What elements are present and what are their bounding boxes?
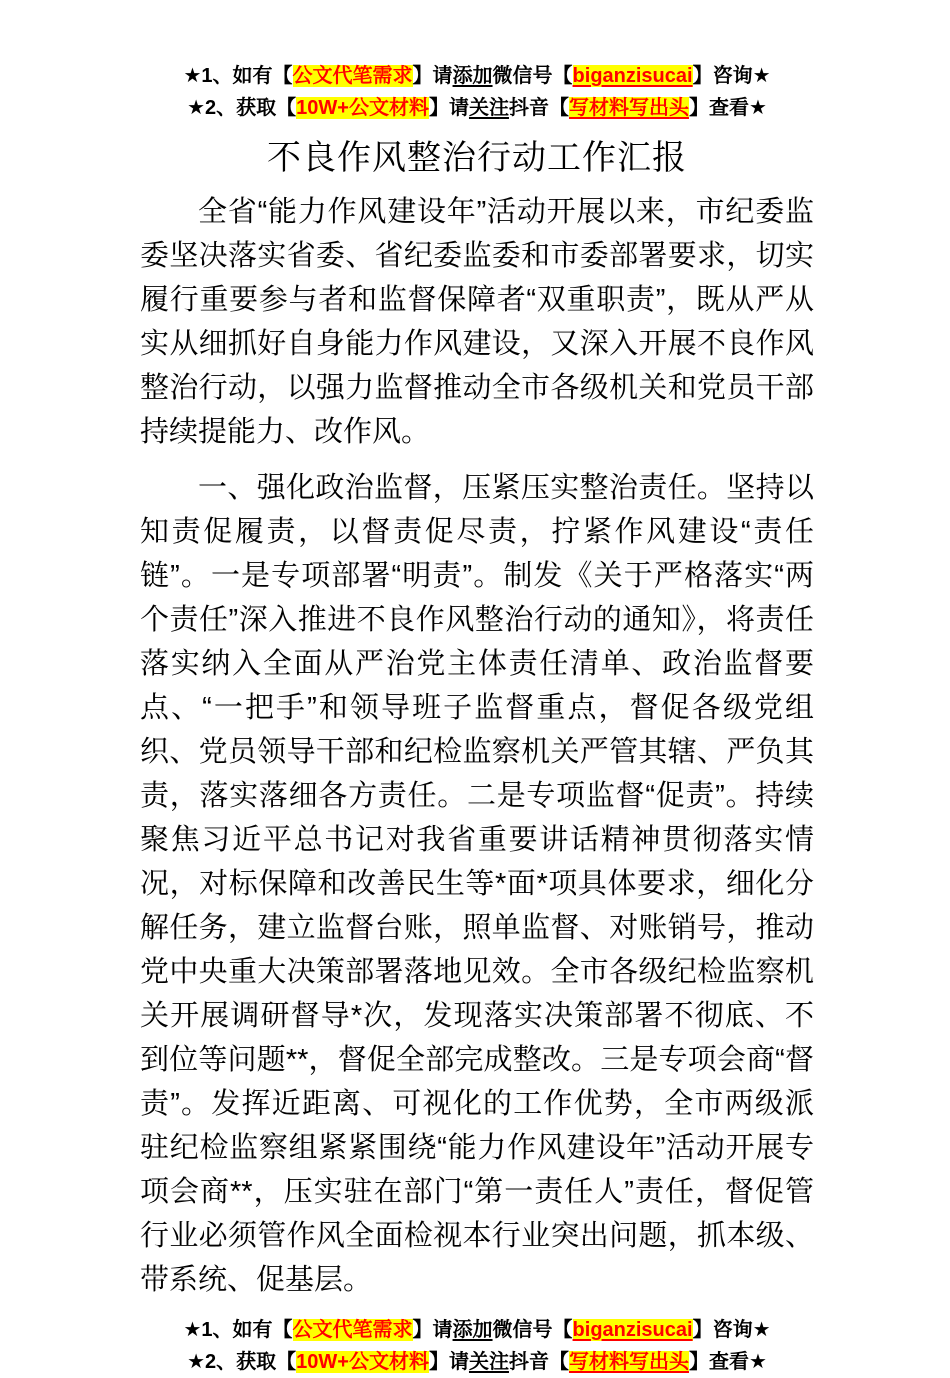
promo-segment: 抖音【 <box>508 97 569 119</box>
promo-line <box>100 60 854 92</box>
promo-segment: 微信号【 <box>492 65 573 87</box>
promo-segment: ★2、获取【 <box>187 97 297 119</box>
promo-segment: 抖音【 <box>508 1351 569 1373</box>
promo-segment: 】请 <box>428 1351 469 1373</box>
paragraph: 一、强化政治监督，压紧压实整治责任。坚持以知责促履责，以督责促尽责，拧紧作风建设“责任链”。一是专项部署“明责”。制发《关于严格落实“两个责任”深入推进不良作风整治行动的通知》，将责任落实纳入全面从严治党主体责任清单、政治监督要点、“一把手”和领导班子监督重点，督促各级党组织、党员领导干部和纪检监察机关严管其辖、严负其责，落实落细各方责任。二是专项监督“促责”。持续聚焦习近平总书记对我省重要讲话精神贯彻落实情况，对标保障和改善民生等*面*项具体要求，细化分解任务，建立监督台账，照单监督、对账销号，推动党中央重大决策部署落地见效。全市各级纪检监察机关开展调研督导*次，发现落实决策部署不彻底、不到位等问题**，督促全部完成整改。三是专项会商“督责”。发挥近距离、可视化的工作优势，全市两级派驻纪检监察组紧紧围绕“能力作风建设年”活动开展专项会商**，压实驻在部门“第一责任人”责任，督促管行业必须管作风全面检视本行业突出问题，抓本级、带系统、促基层。 <box>140 472 814 1296</box>
promo-segment: 写材料写出头 <box>568 97 689 119</box>
promo-segment: 微信号【 <box>492 1319 573 1341</box>
promo-segment: 】请 <box>412 65 453 87</box>
promo-segment: 公文代笔需求 <box>292 1319 413 1341</box>
document-body <box>140 190 814 1302</box>
promo-segment: biganzisucai <box>572 1319 693 1341</box>
promo-segment: 关注 <box>468 97 509 119</box>
promo-segment: 】咨询★ <box>692 1319 771 1341</box>
promo-line <box>100 1346 854 1378</box>
promo-line <box>100 1314 854 1346</box>
promo-segment: 】咨询★ <box>692 65 771 87</box>
promo-segment: 关注 <box>468 1351 509 1373</box>
promo-segment: ★1、如有【 <box>183 1319 293 1341</box>
promo-line <box>100 92 854 124</box>
promo-segment: 添加 <box>452 1319 493 1341</box>
paragraph: 全省“能力作风建设年”活动开展以来，市纪委监委坚决落实省委、省纪委监委和市委部署要求，切实履行重要参与者和监督保障者“双重职责”，既从严从实从细抓好自身能力作风建设，又深入开展不良作风整治行动，以强力监督推动全市各级机关和党员干部持续提能力、改作风。 <box>140 196 814 448</box>
promo-segment: 10W+公文材料 <box>296 1351 429 1373</box>
promo-segment: ★2、获取【 <box>187 1351 297 1373</box>
document-title: 不良作风整治行动工作汇报 <box>267 139 687 177</box>
promo-segment: 写材料写出头 <box>568 1351 689 1373</box>
promo-segment: 】查看★ <box>688 97 767 119</box>
header-promo <box>100 60 854 124</box>
promo-segment: 10W+公文材料 <box>296 97 429 119</box>
footer-promo <box>100 1314 854 1378</box>
promo-segment: 】查看★ <box>688 1351 767 1373</box>
promo-segment: 添加 <box>452 65 493 87</box>
promo-segment: 】请 <box>428 97 469 119</box>
promo-segment: 公文代笔需求 <box>292 65 413 87</box>
promo-segment: ★1、如有【 <box>183 65 293 87</box>
promo-segment: biganzisucai <box>572 65 693 87</box>
promo-segment: 】请 <box>412 1319 453 1341</box>
